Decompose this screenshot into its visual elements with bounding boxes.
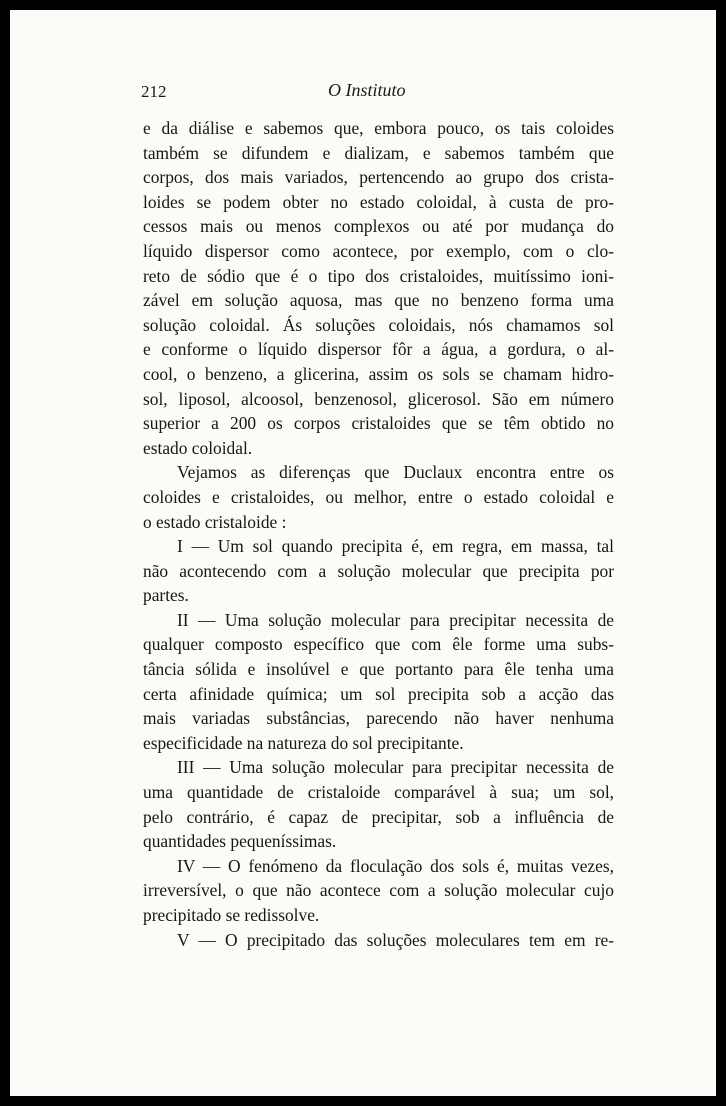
text-line: cessos mais ou menos complexos ou até por mudança do bbox=[143, 216, 614, 237]
text-line: corpos, dos mais variados, pertencendo ao grupo dos crista- bbox=[143, 167, 614, 188]
text-line: não acontecendo com a solução molecular que precipita por bbox=[143, 560, 614, 581]
text-line: sol, liposol, alcoosol, benzenosol, glicerosol. São em número bbox=[143, 388, 614, 409]
text-line: especificidade na natureza do sol precipitante. bbox=[143, 732, 464, 753]
text-line: superior a 200 os corpos cristaloides que se têm obtido no bbox=[143, 413, 614, 434]
paragraph-item-3 bbox=[143, 755, 614, 853]
text-line: líquido dispersor como acontece, por exemplo, com o clo- bbox=[143, 240, 614, 261]
text-line: uma quantidade de cristaloide comparável à sua; um sol, bbox=[143, 782, 614, 803]
text-line: certa afinidade química; um sol precipita sob a acção das bbox=[143, 683, 614, 704]
paragraph-item-5 bbox=[143, 928, 614, 953]
text-line: quantidades pequeníssimas. bbox=[143, 831, 337, 852]
text-line: II — Uma solução molecular para precipitar necessita de bbox=[177, 609, 614, 630]
text-line: e da diálise e sabemos que, embora pouco, os tais coloides bbox=[143, 118, 614, 138]
page-number: 212 bbox=[141, 82, 167, 101]
text-line: Vejamos as diferenças que Duclaux encontra entre os bbox=[177, 462, 614, 483]
text-line: I — Um sol quando precipita é, em regra, em massa, tal bbox=[177, 536, 614, 557]
book-page bbox=[10, 10, 716, 1096]
text-line: cool, o benzeno, a glicerina, assim os sols se chamam hidro- bbox=[143, 363, 614, 384]
paragraph-item-2 bbox=[143, 608, 614, 756]
text-line: mais variadas substâncias, parecendo não haver nenhuma bbox=[143, 708, 614, 729]
text-line: precipitado se redissolve. bbox=[143, 905, 320, 925]
text-line: zável em solução aquosa, mas que no benzeno forma uma bbox=[143, 290, 614, 311]
text-line: estado coloidal. bbox=[143, 437, 253, 458]
paragraph-item-1 bbox=[143, 534, 614, 608]
text-line: pelo contrário, é capaz de precipitar, sob a influência de bbox=[143, 806, 614, 827]
text-line: III — Uma solução molecular para precipitar necessita de bbox=[177, 757, 614, 778]
running-head bbox=[10, 78, 716, 108]
text-line: o estado cristaloide : bbox=[143, 511, 287, 532]
paragraph-2 bbox=[143, 460, 614, 534]
text-line: e conforme o líquido dispersor fôr a água, a gordura, o al- bbox=[143, 339, 614, 360]
text-line: também se difundem e dializam, e sabemos também que bbox=[143, 142, 614, 163]
text-line: coloides e cristaloides, ou melhor, entre o estado coloidal e bbox=[143, 486, 614, 507]
text-line: partes. bbox=[143, 585, 189, 606]
text-line: qualquer composto específico que com êle forme uma subs- bbox=[143, 634, 614, 655]
text-line: tância sólida e insolúvel e que portanto para êle tenha uma bbox=[143, 659, 614, 680]
text-line: V — O precipitado das soluções moleculares tem em re- bbox=[177, 929, 614, 950]
text-line: loides se podem obter no estado coloidal, à custa de pro- bbox=[143, 191, 614, 212]
text-line: irreversível, o que não acontece com a solução molecular cujo bbox=[143, 880, 614, 901]
text-line: reto de sódio que é o tipo dos cristaloides, muitíssimo ioni- bbox=[143, 265, 614, 286]
journal-title: O Instituto bbox=[328, 80, 406, 100]
paragraph-1 bbox=[143, 116, 614, 460]
text-line: solução coloidal. Ás soluções coloidais, nós chamamos sol bbox=[143, 314, 614, 335]
text-line: IV — O fenómeno da floculação dos sols é, muitas vezes, bbox=[177, 855, 614, 876]
body-text bbox=[143, 116, 614, 952]
paragraph-item-4 bbox=[143, 854, 614, 928]
